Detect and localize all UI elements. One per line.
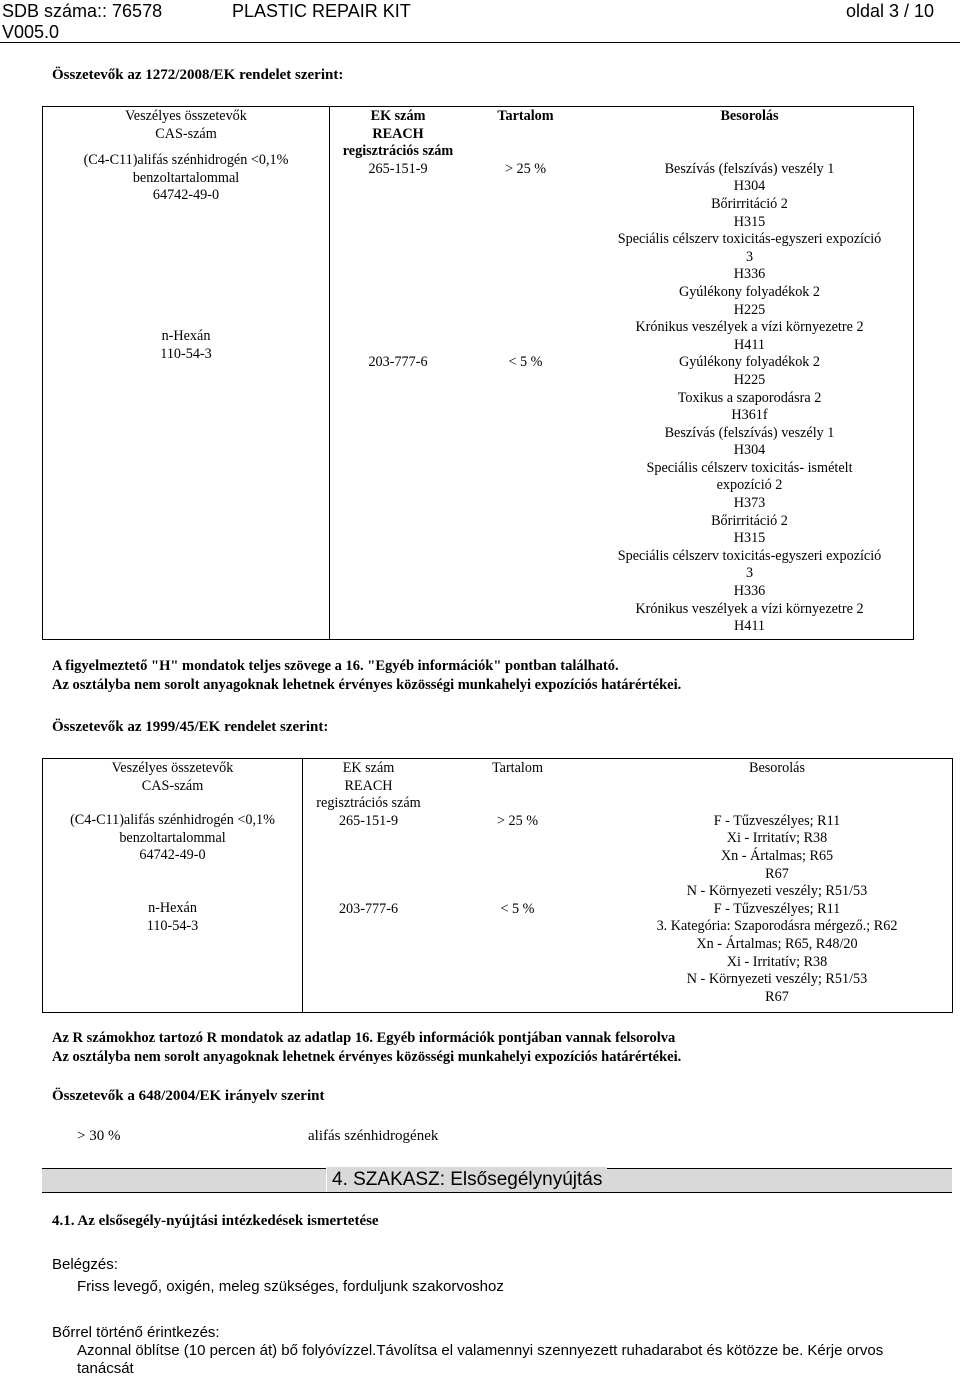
classification-line: Toxikus a szaporodásra 2 <box>677 389 822 406</box>
classification-line: Bőrirritáció 2 <box>711 512 788 529</box>
ek-number: 265-151-9 <box>338 812 399 829</box>
component-name-line: (C4-C11)alifás szénhidrogén <0,1% <box>70 812 275 829</box>
table-row <box>303 901 952 1007</box>
classification-line: H315 <box>733 213 766 230</box>
content-value: > 25 % <box>496 812 539 829</box>
oel-note-2: Az osztályba nem sorolt anyagoknak lehetnek érvényes közösségi munkahelyi expozíciós határértékei. <box>52 1049 682 1065</box>
classification-line: H336 <box>733 583 766 600</box>
r-phrases-note: Az R számokhoz tartozó R mondatok az adatlap 16. Egyéb információk pontjában vannak felsorolva <box>52 1030 676 1046</box>
detergent-substance: alifás szénhidrogének <box>308 1128 439 1144</box>
component-name-line: n-Hexán <box>148 899 197 916</box>
classification-line: Bőrirritáció 2 <box>711 195 788 212</box>
classification-line: R67 <box>765 988 789 1005</box>
section-title-clp: Összetevők az 1272/2008/EK rendelet szerint: <box>52 67 344 83</box>
header-ek-number: EK szám <box>342 760 395 776</box>
cas-number: 110-54-3 <box>160 345 212 362</box>
component-name-line: n-Hexán <box>161 327 211 344</box>
classification-list <box>601 813 953 901</box>
classification-line: Beszívás (felszívás) veszély 1 <box>664 424 835 441</box>
classification-line: 3 <box>745 248 754 265</box>
skin-contact-label: Bőrrel történő érintkezés: <box>52 1324 220 1341</box>
classification-line: Xi - Irritatív; R38 <box>726 953 828 970</box>
classification-line: Gyúlékony folyadékok 2 <box>678 283 821 300</box>
classification-line: H304 <box>733 178 766 195</box>
classification-list <box>585 161 914 355</box>
classification-line: Speciális célszerv toxicitás- ismételt <box>646 459 853 476</box>
classification-line: F - Tűzveszélyes; R11 <box>713 900 841 917</box>
classification-line: R67 <box>765 865 789 882</box>
classification-line: expozíció 2 <box>716 477 783 494</box>
classification-line: H373 <box>733 495 766 512</box>
table-row <box>43 759 953 1013</box>
version: V005.0 <box>2 22 60 42</box>
classification-line: H411 <box>733 618 765 635</box>
inhalation-text: Friss levegő, oxigén, meleg szükséges, forduljunk szakorvoshoz <box>77 1278 504 1295</box>
classification-line: H225 <box>733 301 766 318</box>
header-registration: regisztrációs szám <box>316 795 421 812</box>
content-value: < 5 % <box>508 354 543 371</box>
classification-line: Speciális célszerv toxicitás-egyszeri expozíció <box>617 547 882 564</box>
header-hazardous-components: Veszélyes összetevők <box>111 760 234 776</box>
ek-number: 265-151-9 <box>368 160 428 177</box>
classification-line: H315 <box>733 530 766 547</box>
table-row <box>303 813 952 901</box>
component-name-line: (C4-C11)alifás szénhidrogén <0,1% <box>83 152 289 169</box>
table-row <box>330 354 913 636</box>
clp-components-table <box>42 106 914 640</box>
table-row <box>330 161 913 355</box>
oel-note: Az osztályba nem sorolt anyagoknak lehetnek érvényes közösségi munkahelyi expozíciós határértékei. <box>52 677 682 693</box>
classification-line: 3 <box>745 565 754 582</box>
inhalation-label: Belégzés: <box>52 1256 118 1273</box>
skin-contact-text-cont: tanácsát <box>77 1360 134 1377</box>
header-classification: Besorolás <box>749 760 805 776</box>
first-aid-subtitle: 4.1. Az elsősegély-nyújtási intézkedések ismertetése <box>52 1213 379 1229</box>
classification-line: 3. Kategória: Szaporodásra mérgező.; R62 <box>656 918 898 935</box>
header-registration: regisztrációs szám <box>342 143 454 160</box>
classification-list <box>601 901 953 1007</box>
dpd-components-table <box>42 758 953 1013</box>
sdb-number: SDB száma:: 76578 <box>2 1 163 21</box>
cas-number: 110-54-3 <box>146 917 199 934</box>
page-number: oldal 3 / 10 <box>846 1 935 21</box>
header-reach: REACH <box>344 777 393 794</box>
detail-cell <box>303 759 953 1013</box>
header-content: Tartalom <box>491 760 543 776</box>
classification-line: N - Környezeti veszély; R51/53 <box>686 883 868 900</box>
header-cas-number: CAS-szám <box>155 125 217 142</box>
header-cas-number: CAS-szám <box>141 777 204 794</box>
classification-line: Beszívás (felszívás) veszély 1 <box>664 160 835 177</box>
classification-line: F - Tűzveszélyes; R11 <box>713 812 841 829</box>
page-header <box>0 0 960 44</box>
classification-line: H304 <box>733 442 766 459</box>
classification-line: H411 <box>733 336 765 353</box>
classification-line: Xn - Ártalmas; R65 <box>720 847 834 864</box>
component-name-line: benzoltartalommal <box>119 829 226 846</box>
content-value: > 25 % <box>504 160 547 177</box>
classification-line: Xn - Ártalmas; R65, R48/20 <box>696 935 858 952</box>
detergent-content: > 30 % <box>77 1128 121 1144</box>
header-reach: REACH <box>372 125 424 142</box>
ek-number: 203-777-6 <box>338 900 399 917</box>
name-cell <box>43 107 330 640</box>
header-content: Tartalom <box>497 108 554 124</box>
product-name: PLASTIC REPAIR KIT <box>232 1 411 21</box>
classification-line: Xi - Irritatív; R38 <box>726 830 828 847</box>
classification-list <box>585 354 914 636</box>
classification-line: Speciális célszerv toxicitás-egyszeri expozíció <box>617 231 882 248</box>
classification-line: H225 <box>733 371 766 388</box>
section-title-detergents: Összetevők a 648/2004/EK irányelv szerint <box>52 1088 325 1104</box>
header-classification: Besorolás <box>720 108 779 124</box>
h-statements-note: A figyelmeztető "H" mondatok teljes szövege a 16. "Egyéb információk" pontban található. <box>52 658 619 674</box>
classification-line: H336 <box>733 266 766 283</box>
name-cell <box>43 759 303 1013</box>
cas-number: 64742-49-0 <box>152 187 220 204</box>
detail-cell <box>330 107 914 640</box>
classification-line: Krónikus veszélyek a vízi környezetre 2 <box>635 600 864 617</box>
table-row <box>43 107 914 640</box>
header-ek-number: EK szám <box>370 108 426 124</box>
ek-number: 203-777-6 <box>368 354 428 371</box>
header-divider <box>0 42 960 43</box>
section-4-title: 4. SZAKASZ: Elsősegélynyújtás <box>326 1167 607 1192</box>
section-title-dpd: Összetevők az 1999/45/EK rendelet szerint: <box>52 719 329 735</box>
header-hazardous-components: Veszélyes összetevők <box>125 108 247 124</box>
content-value: < 5 % <box>500 900 535 917</box>
classification-line: Gyúlékony folyadékok 2 <box>678 354 821 371</box>
cas-number: 64742-49-0 <box>139 847 206 864</box>
component-name-line: benzoltartalommal <box>132 169 240 186</box>
classification-line: N - Környezeti veszély; R51/53 <box>686 971 868 988</box>
skin-contact-text: Azonnal öblítse (10 percen át) bő folyóvízzel.Távolítsa el valamennyi szennyezett ruhadarabot és kötözze be. Kérje orvos <box>77 1342 884 1359</box>
classification-line: H361f <box>731 407 768 424</box>
classification-line: Krónikus veszélyek a vízi környezetre 2 <box>635 319 864 336</box>
